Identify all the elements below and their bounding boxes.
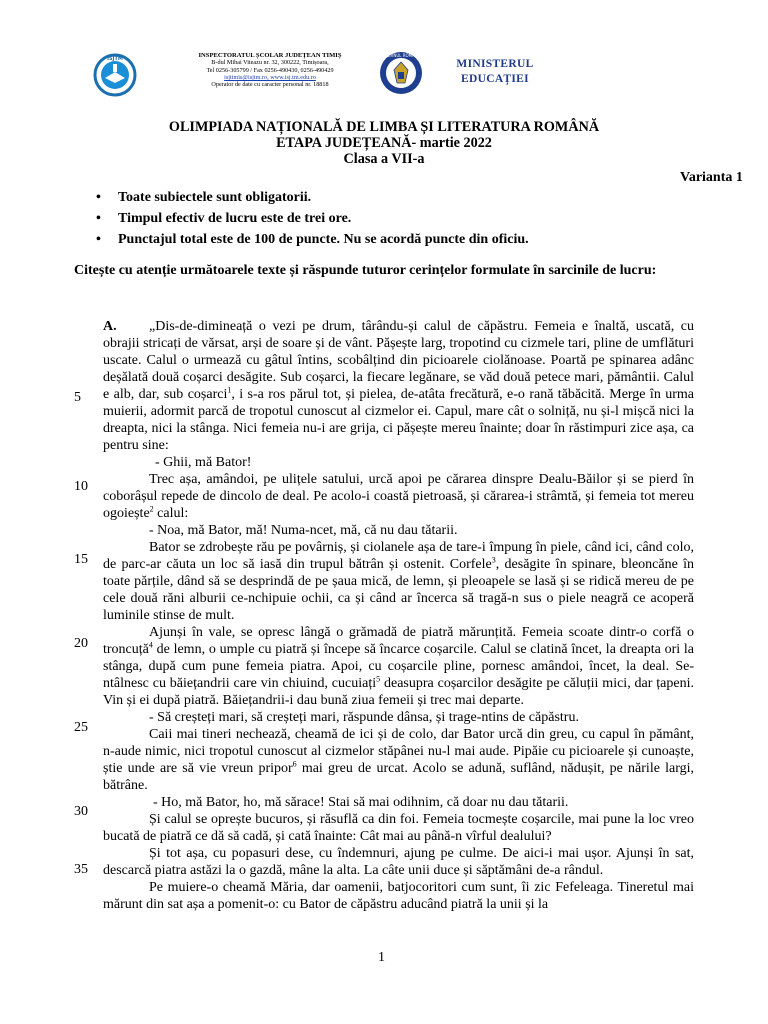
footnote-mark: 3 (491, 555, 496, 565)
isj-operator: Operator de date cu caracter personal nr. 18818 (211, 81, 329, 89)
rule-item: • Toate subiectele sunt obligatorii. (96, 187, 529, 208)
isj-email-link[interactable]: isjtimis@isjtm.ro, www.isj.tm.edu.ro (224, 73, 316, 81)
ministry-line1: MINISTERUL (456, 58, 534, 70)
isj-address: B-dul Mihai Viteazu nr. 32, 300222, Timișoara, (211, 59, 329, 67)
paragraph (103, 318, 694, 454)
paragraph-text: de lemn, o umple cu piatră și începe să încarce coșarcile. Calul se clatină încet, la dreapta ori la stânga, după cum pune femeia piatra. Apoi, cu coșarcile pline, pornesc amândoi, încet, la deal. Se-ntâlnesc cu băiețandrii care vin chiuind, cucuiați (103, 642, 694, 691)
isj-logo-text: ISJTM (107, 56, 123, 62)
paragraph: Și tot așa, cu popasuri dese, cu îndemnuri, ajung pe culme. De aici-i mai ușor. Ajunși în sat, descarcă piatra astăzi la o gazdă, mâne la alta. La câte unii duce și săptămâni de-a rândul. (103, 846, 694, 878)
rule-item: • Punctajul total este de 100 de puncte. Nu se acordă puncte din oficiu. (96, 229, 529, 250)
instruction-text: Citește cu atenție următoarele texte și răspunde tuturor cerințelor formulate în sarcinile de lucru: (74, 263, 657, 278)
page-number: 1 (378, 950, 385, 965)
ministry-line2: EDUCAȚIEI (461, 73, 529, 85)
paragraph-text: , desăgite în spinare, bleoncăne în toate părțile, dând să se desprindă de pe șaua mică, de lemn, și pleoapele se lasă și se ridică mereu de pe cele două răni alburii ce-nchipuie ochii, ca și când ar încerca să tragă-n sus o piele neagră ce acoperă luminile stinse de mult. (103, 557, 694, 623)
isj-name: INSPECTORATUL ȘCOLAR JUDEȚEAN TIMIȘ (198, 52, 342, 59)
paragraph-text: Ajunși în vale, se opresc lângă o grămadă de piatră mărunțită. Femeia scoate dintr-o corfă o troncuță (103, 625, 694, 657)
variant-label: Varianta 1 (680, 170, 743, 185)
gov-logo-text: GUVERNUL ROMÂNIEI (379, 53, 423, 58)
paragraph: Și calul se oprește bucuros, și răsuflă ca din foi. Femeia tocmește coșarcile, mai pune la loc vreo bucată de piatră ce dă să cadă, și cată înainte: Cât mai au până-n vîrful dealului? (103, 812, 694, 844)
paragraph-text: calul: (153, 506, 189, 521)
title-line3: Clasa a VII-a (343, 151, 425, 167)
isj-phone: Tel 0256-305799 / Fax 0256-490430, 0256-490429 (206, 66, 334, 74)
section-label: A. (103, 319, 117, 334)
line-number: 20 (74, 636, 88, 651)
paragraph-text: , i s-a ros părul tot, și pielea, de-atâta frecătură, e-o rană tăbăcită. Merge în urma muierii, adormit parcă de tropotul cunoscut al cizmelor ei. Capul, mare cât o solniță, nu și-l mișcă nici la dreapta, nici la stânga. Nici femeia nu-i are grija, ci pășește mereu înainte; doar în răstimpuri zice așa, ca pentru sine: (103, 387, 694, 453)
paragraph-text: deasupra coșarcilor desăgite pe căluții mici, dar țapeni. Vin și ei după piatră. Băiețandrii-i dau bună ziua femeii și trec mai departe. (103, 676, 694, 708)
line-number: 10 (74, 479, 88, 494)
rules-list (96, 187, 529, 250)
isj-address-block (170, 52, 370, 88)
title-line2: ETAPA JUDEȚEANĂ- martie 2022 (276, 135, 492, 151)
footnote-mark: 1 (227, 385, 232, 395)
paragraph-text: Trec așa, amândoi, pe ulițele satului, urcă apoi pe cărarea dinspre Dealu-Băilor și se pierd în coborâșul repede de dincolo de deal. Pe acolo-i coastă pietroasă, și cărarea-i strâmtă, și femeia tot mereu ogoiește (103, 472, 694, 521)
paragraph-text: Bator se zdrobește rău pe povârniș, și ciolanele așa de tare-i împung în piele, când ici, când colo, de parc-ar căuta un loc să iasă din trupul bătrân și ostenit. Corfele (103, 540, 694, 572)
dialogue-line: - Noa, mă Bator, mă! Numa-ncet, mă, că nu dau tătarii. (149, 523, 458, 538)
paragraph (103, 471, 694, 522)
footnote-mark: 6 (292, 759, 297, 769)
line-number: 25 (74, 720, 88, 735)
paragraph-text: mai greu de urcat. Acolo se adună, suflând, nădușit, pe nările largi, bătrâne. (103, 761, 694, 793)
line-number: 15 (74, 552, 88, 567)
dialogue-line: - Să creșteți mari, să creșteți mari, răspunde dânsa, și trage-ntins de căpăstru. (149, 710, 579, 725)
line-number: 5 (74, 390, 81, 405)
footnote-mark: 5 (376, 674, 381, 684)
dialogue-line: - Ho, mă Bator, ho, mă săracе! Stai să mai odihnim, că doar nu dau tătarii. (153, 795, 569, 810)
line-number: 30 (74, 804, 88, 819)
rule-item: • Timpul efectiv de lucru este de trei ore. (96, 208, 529, 229)
footnote-mark: 4 (148, 640, 153, 650)
paragraph: Pe muiere-o cheamă Măria, dar oamenii, batjocoritori cum sunt, îi zic Fefeleaga. Tineretul mai mărunt din sat așa a pomenit-o: cu Bator de căpăstru aducând piatră la unii și la (103, 880, 694, 912)
paragraph (103, 726, 694, 794)
paragraph (103, 539, 694, 624)
paragraph-text: „Dis-de-dimineață o vezi pe drum, târându-și calul de căpăstru. Femeia e înaltă, uscată, cu obrajii stricați de vărsat, arși de soare și de vânt. Pășește larg, tropotind cu cizmele tari, pline de umflături uscate. Calul o urmează cu gâtul întins, scobâlțind din picioarele ciolănoase. Poartă pe spinarea adânc deșălată două coșarci desăgite. Sub coșarci, la fiecare legănare, se văd două petece mari, pământii. Calul e alb, dar, sub coșarci (103, 319, 694, 402)
footnote-mark: 2 (149, 504, 154, 514)
paragraph-text: Caii mai tineri nechează, cheamă de ici și de colo, dar Bator urcă din greu, cu capul în pământ, n-aude nimic, nici tropotul cunoscut al cizmelor stăpânei nu-l mai aude. Pipăie cu picioarele și cunoaște, știe unde are să vie vreun pripor (103, 727, 694, 776)
paragraph (103, 624, 694, 709)
ministry-block (445, 57, 545, 87)
line-number: 35 (74, 862, 88, 877)
dialogue-line: - Ghii, mă Bator! (155, 455, 252, 470)
government-logo (378, 50, 424, 96)
literary-text (103, 318, 694, 913)
isj-logo (93, 50, 161, 100)
title-line1: OLIMPIADA NAȚIONALĂ DE LIMBA ȘI LITERATURA ROMÂNĂ (168, 119, 600, 135)
